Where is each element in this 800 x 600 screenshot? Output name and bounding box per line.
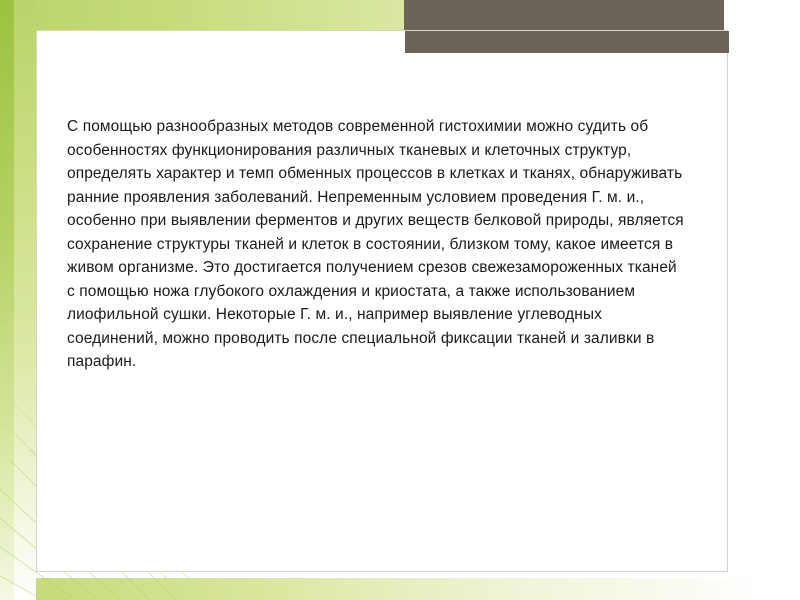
decorative-left-accent-band — [0, 0, 14, 600]
header-banner-overlay — [405, 31, 729, 53]
decorative-bottom-band — [0, 578, 800, 600]
content-card — [36, 30, 728, 572]
slide-body-text: С помощью разнообразных методов современной гистохимии можно судить об особенностях функционирования различных тканевых и клеточных структур, определять характер и темп обменных процессов в клетках и тканях, обнаруживать ранние проявления заболеваний. Непременным условием проведения Г. м. и., особенно при выявлении ферментов и других веществ белковой природы, является сохранение структуры тканей и клеток в состоянии, близком тому, какое имеется в живом организме. Это достигается получением срезов свежезамороженных тканей с помощью ножа глубокого охлаждения и криостата, а также использованием лиофильной сушки. Некоторые Г. м. и., например выявление углеводных соединений, можно проводить после специальной фиксации тканей и заливки в парафин. — [67, 118, 689, 371]
